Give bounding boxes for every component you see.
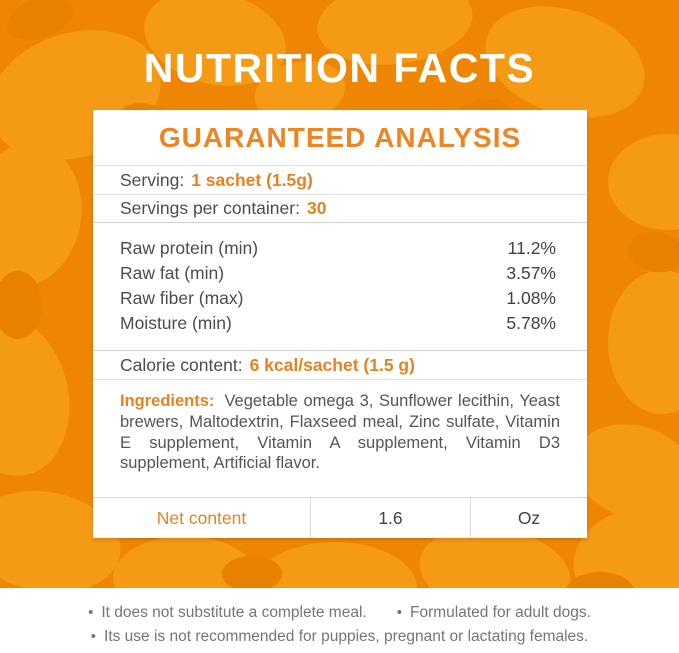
nutrient-value: 1.08%: [506, 288, 556, 308]
footnote-line-1: [88, 601, 591, 625]
nutrient-value: 3.57%: [506, 263, 556, 283]
footnote-item: [91, 625, 588, 649]
footnote-text: Its use is not recommended for puppies, pregnant or lactating females.: [104, 628, 589, 645]
net-content-table: [93, 497, 587, 538]
footnote-line-2: [91, 625, 588, 649]
bullet-icon: •: [90, 628, 97, 645]
serving-value: 1 sachet (1.5g): [191, 169, 313, 190]
footnote-item: [88, 601, 367, 625]
nutrient-label: Raw fat (min): [120, 263, 225, 283]
servings-value: 30: [306, 198, 327, 218]
servings-label: Servings per container:: [120, 198, 300, 218]
calorie-value: 6 kcal/sachet (1.5 g): [249, 354, 415, 375]
nutrient-analysis-list: [93, 223, 587, 351]
nutrient-value: 11.2%: [507, 238, 556, 258]
nutrient-label: Moisture (min): [120, 313, 232, 333]
serving-label: Serving:: [120, 169, 185, 190]
footnote-text: It does not substitute a complete meal.: [101, 604, 367, 621]
net-content-unit-cell: Oz: [470, 498, 587, 538]
nutrient-value: 5.78%: [506, 313, 556, 333]
nutrient-row: [120, 311, 556, 336]
nutrient-row: [120, 261, 556, 286]
nutrient-row: [120, 236, 556, 261]
card-header: GUARANTEED ANALYSIS: [93, 110, 587, 166]
net-content-label-cell: Net content: [156, 507, 247, 528]
nutrient-label: Raw fiber (max): [120, 288, 244, 308]
ingredients-label: Ingredients:: [120, 392, 215, 410]
ingredients-text: Vegetable omega 3, Sunflower lecithin, Yeast brewers, Maltodextrin, Flaxseed meal, Zinc sulfate, Vitamin E supplement, Vitamin A supplement, Vitamin D3 supplement, Artificial flavor.: [120, 392, 560, 473]
calorie-content-row: [93, 351, 587, 380]
footnotes: [0, 588, 679, 653]
nutrient-row: [120, 286, 556, 311]
net-content-value-cell: 1.6: [310, 498, 470, 538]
ingredients-paragraph: [93, 380, 587, 496]
analysis-card: [93, 110, 587, 538]
bullet-icon: •: [396, 604, 402, 621]
calorie-label: Calorie content:: [120, 354, 243, 375]
servings-per-container-row: [93, 195, 587, 223]
page-title: NUTRITION FACTS: [143, 45, 536, 91]
bullet-icon: •: [88, 604, 94, 621]
footnote-text: Formulated for adult dogs.: [409, 604, 591, 621]
footnote-item: [397, 601, 591, 625]
nutrient-label: Raw protein (min): [120, 238, 259, 258]
serving-row: [93, 166, 587, 195]
